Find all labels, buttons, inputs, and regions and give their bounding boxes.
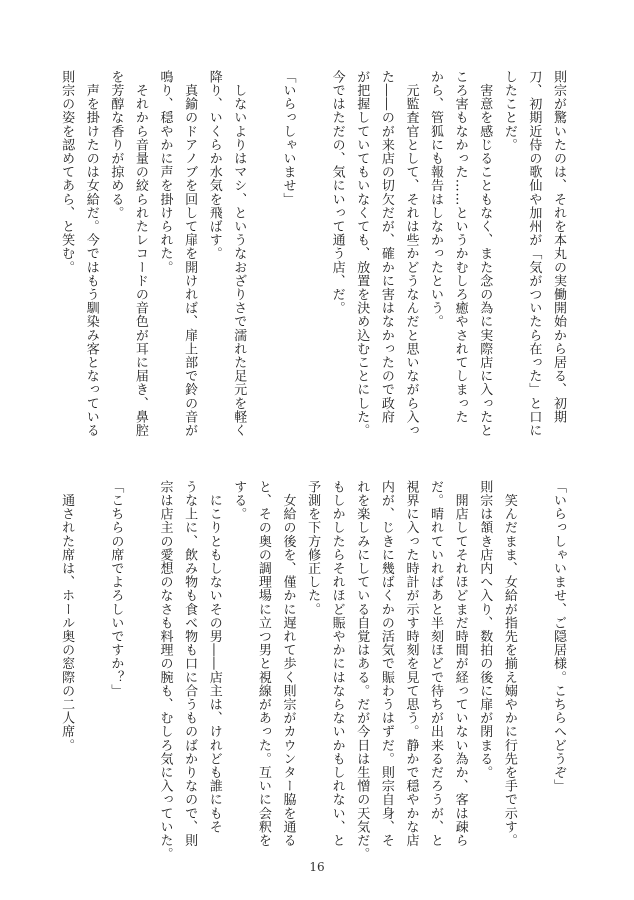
text-line: 刀、初期近侍の歌仙や加州が「気がついたら在った」と口に [526,70,542,438]
text-line: うな上に、飲み物も食べ物も口に合うものばかりなので、則 [182,480,198,848]
text-line: 「こちらの席でよろしいですか？」 [108,480,124,698]
text-line: 則宗は頷き店内へ入り、数拍の後に扉が閉まる。 [477,480,493,780]
text-line: れを楽しみにしている自覚はある。だが今日は生憎の天気だ。 [354,480,370,861]
text-line: 視界に入った時計が示す時刻を見て思う。静かで穏やかな店 [403,480,419,848]
text-line: 笑んだまま、女給が指先を揃え嫋やかに行先を手で示す。 [501,480,517,848]
text-line [250,70,275,460]
lower-text-block [54,480,570,860]
text-line [78,480,103,860]
text-line: それから音量の絞られたレコードの音色が耳に届き、鼻腔 [132,70,148,438]
text-line [127,480,152,860]
text-line: ころ害もなかった……というかむしろ癒やされてしまった [452,70,468,424]
upper-text-block [54,70,570,460]
text-line: 「いらっしゃいませ」 [280,70,296,206]
page-number: 16 [309,860,325,874]
text-line: 開店してそれほどまだ時間が経っていない為か、客は疎ら [452,480,468,848]
text-line: 声を掛けたのは女給だ。今ではもう馴染み客となっている [83,70,99,438]
text-line: もしかしたらそれほど賑やかにはならないかもしれない、と [329,480,345,848]
text-line [299,70,324,460]
text-line: と、その奥の調理場に立つ男と視線があった。互いに会釈を [255,480,271,848]
text-line: する。 [231,480,247,521]
text-line: 元監査官として、それは些かどうなんだと思いながら入っ [403,70,419,438]
text-line: 則宗の姿を認めてあら、と笑む。 [59,70,75,274]
text-line: た――のが来店の切欠だが、確かに害はなかったので政府 [378,70,394,424]
text-line: 内が、じきに幾ばくかの活気で賑わうはずだ。則宗自身、そ [378,480,394,848]
text-line: 通された席は、ホール奥の窓際の二人席。 [59,480,75,752]
text-line: を芳醇な香りが掠める。 [108,70,124,220]
text-line: しないよりはマシ、というなおざりさで濡れた足元を軽く [231,70,247,438]
text-line: 則宗が驚いたのは、それを本丸の実働開始から居る、初期 [551,70,566,424]
text-line: だ。晴れていればあと半刻ほどで待ちが出来るだろうが、と [428,480,444,848]
text-line: が把握していてもいなくても、放置を決め込むことにした。 [354,70,370,438]
text-line: 予測を下方修正した。 [305,480,321,616]
text-line: したことだ。 [501,70,517,152]
text-line [521,480,546,860]
text-line: にこりともしないその男――店主は、けれども誰にもそ [206,480,222,834]
text-line: 鳴り、穏やかに声を掛けられた。 [157,70,173,274]
text-line: 女給の後を、僅かに遅れて歩く則宗がカウンター脇を通る [280,480,296,848]
text-line: から、管狐にも報告はしなかったという。 [428,70,444,329]
text-line: 害意を感じることもなく、また念の為に実際店に入ったと [477,70,493,438]
text-line: 降り、いくらか水気を飛ばす。 [206,70,222,261]
text-line: 今ではただの、気にいって通う店、だ。 [329,70,345,315]
text-line: 真鍮のドアノブを回して扉を開ければ、扉上部で鈴の音が [182,70,198,438]
text-line: 宗は店主の愛想のなさも料理の腕も、むしろ気に入っていた。 [157,480,173,861]
text-line: 「いらっしゃいませ、ご隠居様。こちらへどうぞ」 [551,480,566,793]
